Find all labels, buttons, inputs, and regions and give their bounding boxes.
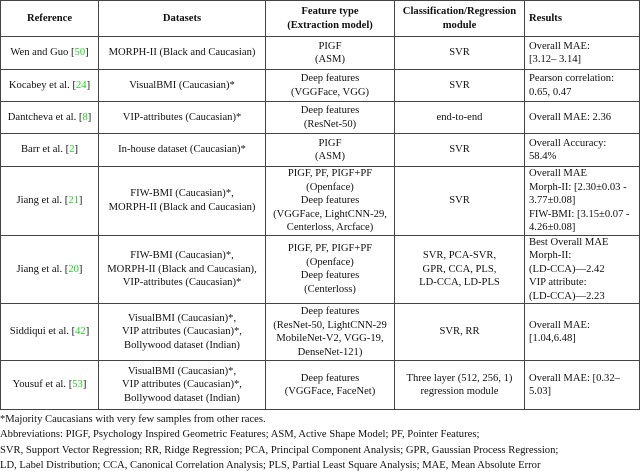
reference-cell (1, 361, 99, 410)
table-row (1, 361, 640, 410)
results-cell: Best Overall MAE Morph-II: (LD-CCA)—2.42 VIP attribute: (LD-CCA)—2.23 (525, 235, 640, 304)
citation-number[interactable]: 20 (68, 263, 79, 275)
citation-number[interactable]: 2 (69, 144, 75, 156)
citation-link[interactable] (66, 144, 78, 155)
citation-number[interactable]: 21 (68, 195, 79, 206)
reference-cell (1, 70, 99, 102)
datasets-cell: VisualBMI (Caucasian)*, VIP attributes (Caucasian)*, Bollywood dataset (Indian) (99, 361, 266, 410)
header-row (1, 1, 640, 37)
reference-cell (1, 37, 99, 70)
reference-name: Siddiqui et al. (9, 326, 69, 338)
datasets-cell: FIW-BMI (Caucasian)*, MORPH-II (Black and Caucasian), VIP-attributes (Caucasian)* (99, 235, 266, 304)
table-row (1, 102, 640, 134)
results-cell: Overall MAE: [0.32– 5.03] (525, 361, 640, 410)
citation-number[interactable]: 53 (72, 379, 83, 391)
citation-link[interactable] (72, 80, 90, 91)
abbreviations-line-2: SVR, Support Vector Regression; RR, Ridge Regression; PCA, Principal Component Analysis; GPR, Gaussian Process Regression; (0, 444, 559, 456)
module-cell: SVR (395, 134, 525, 167)
features-cell: PIGF, PF, PIGF+PF (Openface) Deep features (Centerloss) (266, 235, 395, 304)
reference-name: Jiang et al. (16, 263, 63, 275)
results-cell: Overall MAE Morph-II: [2.30±0.03 - 3.77±0.08] FIW-BMI: [3.15±0.07 - 4.26±0.08] (525, 167, 640, 236)
module-cell: end-to-end (395, 102, 525, 134)
reference-name: Dantcheva et al. (7, 111, 77, 123)
module-cell: SVR (395, 167, 525, 236)
features-cell: Deep features (VGGFace, VGG) (266, 70, 395, 102)
citation-number[interactable]: 50 (74, 47, 86, 59)
header-reference: Reference (1, 1, 99, 37)
reference-name: Barr et al. (20, 144, 64, 156)
datasets-cell: VisualBMI (Caucasian)*, VIP attributes (Caucasian)*, Bollywood dataset (Indian) (99, 304, 266, 361)
table-row (1, 70, 640, 102)
table-row (1, 304, 640, 361)
table-row (1, 167, 640, 236)
header-feature-type: Feature type (Extraction model) (266, 1, 395, 37)
citation-link[interactable] (71, 47, 89, 58)
results-cell: Overall MAE: 2.36 (525, 102, 640, 134)
datasets-cell: VIP-attributes (Caucasian)* (99, 102, 266, 134)
footnote: *Majority Caucasians with very few samples from other races. (0, 414, 266, 425)
features-cell: Deep features (ResNet-50) (266, 102, 395, 134)
reference-name: Wen and Guo (10, 47, 69, 59)
results-cell: Overall Accuracy: 58.4% (525, 134, 640, 167)
module-cell: SVR, PCA-SVR, GPR, CCA, PLS, LD-CCA, LD-PLS (395, 235, 525, 304)
reference-cell (1, 167, 99, 236)
reference-cell (1, 134, 99, 167)
citation-link[interactable] (69, 379, 87, 390)
results-cell: Pearson correlation: 0.65, 0.47 (525, 70, 640, 102)
reference-cell (1, 235, 99, 304)
abbreviations-line-1: Abbreviations: PIGF, Psychology Inspired Geometric Features; ASM, Active Shape Model; PF, Pointer Features; (0, 429, 480, 441)
reference-name: Jiang et al. (16, 195, 63, 206)
features-cell: PIGF, PF, PIGF+PF (Openface) Deep features (VGGFace, LightCNN-29, Centerloss, Arcface) (266, 167, 395, 236)
module-cell: SVR (395, 37, 525, 70)
header-datasets: Datasets (99, 1, 266, 37)
results-cell: Overall MAE: [1.04,6.48] (525, 304, 640, 361)
features-cell: Deep features (ResNet-50, LightCNN-29 MobileNet-V2, VGG-19, DenseNet-121) (266, 304, 395, 361)
citation-link[interactable] (79, 112, 91, 123)
datasets-cell: FIW-BMI (Caucasian)*, MORPH-II (Black and Caucasian) (99, 167, 266, 236)
table-row (1, 235, 640, 304)
reference-cell (1, 304, 99, 361)
features-cell: PIGF (ASM) (266, 134, 395, 167)
citation-number[interactable]: 42 (75, 326, 86, 338)
citation-link[interactable] (65, 195, 83, 206)
reference-name: Kocabey et al. (8, 79, 70, 91)
citation-link[interactable] (72, 326, 90, 337)
module-cell: SVR (395, 70, 525, 102)
citation-number[interactable]: 24 (75, 79, 87, 91)
module-cell: SVR, RR (395, 304, 525, 361)
header-results: Results (525, 1, 640, 37)
reference-name: Yousuf et al. (12, 379, 67, 391)
features-cell: Deep features (VGGFace, FaceNet) (266, 361, 395, 410)
datasets-cell: In-house dataset (Caucasian)* (99, 134, 266, 167)
citation-number[interactable]: 8 (82, 111, 88, 123)
datasets-cell: MORPH-II (Black and Caucasian) (99, 37, 266, 70)
table-row (1, 37, 640, 70)
table-notes (0, 412, 640, 474)
datasets-cell: VisualBMI (Caucasian)* (99, 70, 266, 102)
table-row (1, 134, 640, 167)
results-cell: Overall MAE: [3.12– 3.14] (525, 37, 640, 70)
module-cell: Three layer (512, 256, 1) regression module (395, 361, 525, 410)
citation-link[interactable] (65, 264, 83, 275)
header-module: Classification/Regression module (395, 1, 525, 37)
abbreviations-line-3: LD, Label Distribution; CCA, Canonical Correlation Analysis; PLS, Partial Least Square Analysis; MAE, Mean Absolute Error (0, 460, 541, 472)
reference-cell (1, 102, 99, 134)
features-cell: PIGF (ASM) (266, 37, 395, 70)
